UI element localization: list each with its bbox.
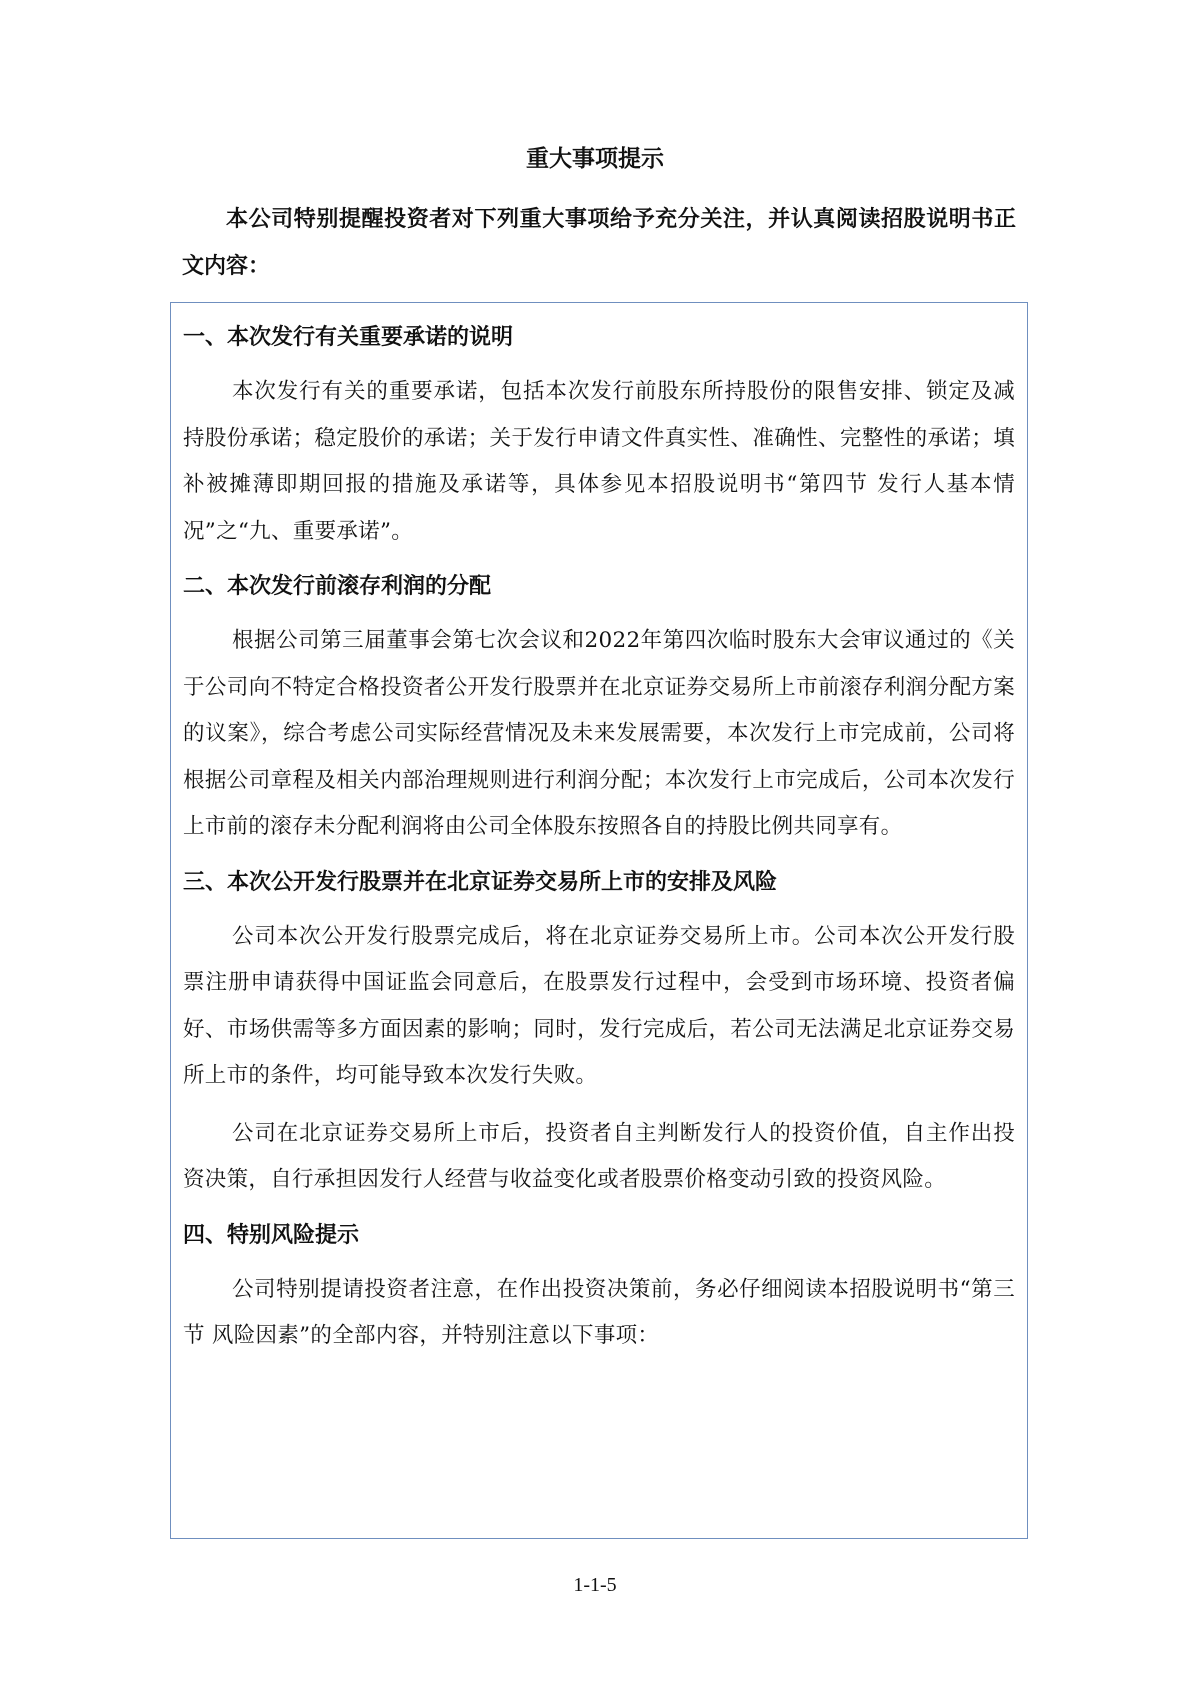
section-heading: 二、本次发行前滚存利润的分配: [183, 574, 492, 599]
section-paragraph: 公司特别提请投资者注意，在作出投资决策前，务必仔细阅读本招股说明书“第三节 风险因素”的全部内容，并特别注意以下事项：: [183, 1276, 1015, 1348]
section-heading: 三、本次公开发行股票并在北京证券交易所上市的安排及风险: [183, 869, 778, 895]
section-special-risk: [183, 1215, 1015, 1360]
section-paragraph: 公司本次公开发行股票完成后，将在北京证券交易所上市。公司本次公开发行股票注册申请获得中国证监会同意后，在股票发行过程中，会受到市场环境、投资者偏好、市场供需等多方面因素的影响；同时，发行完成后，若公司无法满足北京证券交易所上市的条件，均可能导致本次发行失败。: [183, 923, 1015, 1088]
major-matters-box: [170, 302, 1028, 1539]
page-number: 1-1-5: [573, 1574, 617, 1596]
section-retained-profit: [183, 566, 1015, 851]
section-paragraph: 公司在北京证券交易所上市后，投资者自主判断发行人的投资价值，自主作出投资决策，自行承担因发行人经营与收益变化或者股票价格变动引致的投资风险。: [183, 1120, 1015, 1192]
section-paragraph: 根据公司第三届董事会第七次会议和2022年第四次临时股东大会审议通过的《关于公司向不特定合格投资者公开发行股票并在北京证券交易所上市前滚存利润分配方案的议案》，综合考虑公司实际经营情况及未来发展需要，本次发行上市完成前，公司将根据公司章程及相关内部治理规则进行利润分配；本次发行上市完成后，公司本次发行上市前的滚存未分配利润将由公司全体股东按照各自的持股比例共同享有。: [183, 628, 1015, 839]
page-title: 重大事项提示: [526, 146, 664, 172]
section-listing-arrangement: [183, 862, 1015, 1204]
section-heading: 一、本次发行有关重要承诺的说明: [183, 325, 514, 350]
intro-notice: 本公司特别提醒投资者对下列重大事项给予充分关注，并认真阅读招股说明书正文内容：: [182, 207, 1016, 279]
section-heading: 四、特别风险提示: [183, 1222, 360, 1248]
section-commitments: [183, 317, 1015, 555]
section-paragraph: 本次发行有关的重要承诺，包括本次发行前股东所持股份的限售安排、锁定及减持股份承诺；稳定股价的承诺；关于发行申请文件真实性、准确性、完整性的承诺；填补被摊薄即期回报的措施及承诺等，具体参见本招股说明书“第四节 发行人基本情况”之“九、重要承诺”。: [183, 379, 1015, 544]
